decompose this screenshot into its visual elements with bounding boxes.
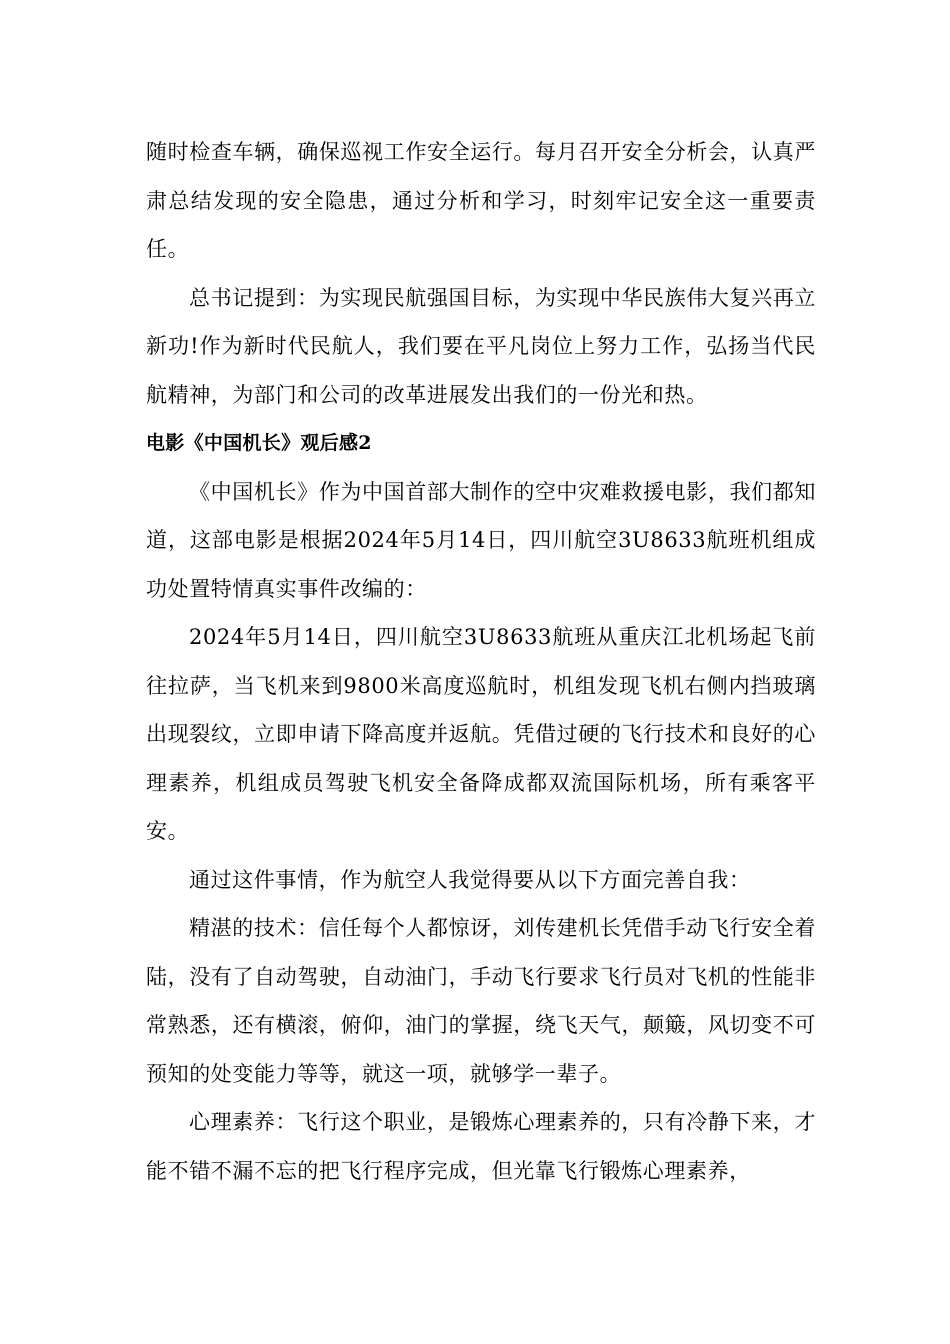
document-body [146,128,816,1195]
paragraph-flight-event: 2024年5月14日，四川航空3U8633航班从重庆江北机场起飞前往拉萨，当飞机来到9800米高度巡航时，机组发现飞机右侧内挡玻璃出现裂纹，立即申请下降高度并返航。凭借过硬的飞行技术和良好的心理素养，机组成员驾驶飞机安全备降成都双流国际机场，所有乘客平安。 [146,625,816,843]
paragraph-general-secretary-quote: 总书记提到：为实现民航强国目标，为实现中华民族伟大复兴再立新功!作为新时代民航人，我们要在平凡岗位上努力工作，弘扬当代民航精神，为部门和公司的改革进展发出我们的一份光和热。 [146,285,816,407]
paragraph-movie-intro: 《中国机长》作为中国首部大制作的空中灾难救援电影，我们都知道，这部电影是根据2024年5月14日，四川航空3U8633航班机组成功处置特情真实事件改编的： [146,479,816,601]
paragraph-self-improvement: 通过这件事情，作为航空人我觉得要从以下方面完善自我： [189,867,751,892]
paragraph-skills: 精湛的技术：信任每个人都惊讶，刘传建机长凭借手动飞行安全着陆，没有了自动驾驶，自动油门，手动飞行要求飞行员对飞机的性能非常熟悉，还有横滚，俯仰，油门的掌握，绕飞天气，颠簸，风切变不可预知的处变能力等等，就这一项，就够学一辈子。 [146,916,816,1086]
paragraph-psychology: 心理素养：飞行这个职业，是锻炼心理素养的，只有冷静下来，才能不错不漏不忘的把飞行程序完成，但光靠飞行锻炼心理素养， [146,1110,816,1183]
paragraph-safety-inspection: 随时检查车辆，确保巡视工作安全运行。每月召开安全分析会，认真严肃总结发现的安全隐患，通过分析和学习，时刻牢记安全这一重要责任。 [146,140,816,261]
section-heading: 电影《中国机长》观后感2 [146,432,372,454]
